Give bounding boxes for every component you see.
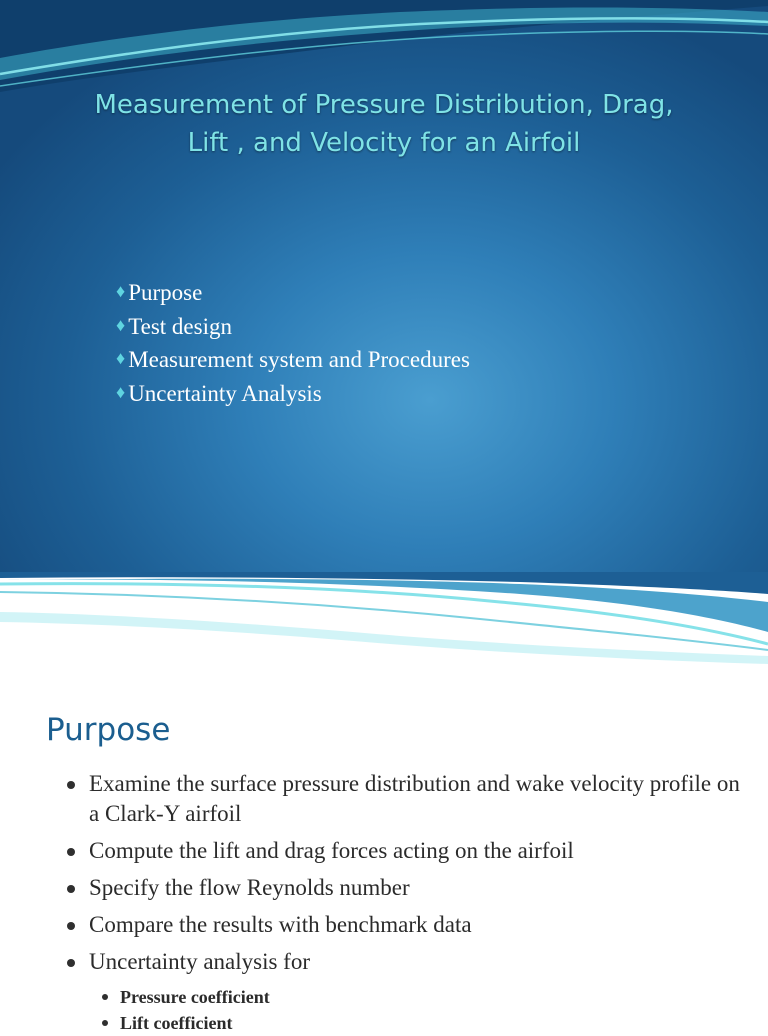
agenda-item-label: Test design xyxy=(128,313,232,339)
diamond-bullet-icon: ♦ xyxy=(116,314,126,335)
slide-heading: Purpose xyxy=(46,712,171,748)
list-item-text: Examine the surface pressure distribution and wake velocity profile on a Clark-Y airfoil xyxy=(89,771,740,826)
agenda-item xyxy=(116,343,470,377)
agenda-item xyxy=(116,310,470,344)
title-line-2: Lift , and Velocity for an Airfoil xyxy=(187,128,581,158)
sub-list xyxy=(102,984,270,1036)
list-item-text: Compare the results with benchmark data xyxy=(89,912,472,937)
diamond-bullet-icon: ♦ xyxy=(116,281,126,301)
agenda-item-label: Uncertainty Analysis xyxy=(128,380,322,406)
sub-list-item xyxy=(102,984,270,1010)
agenda-item xyxy=(116,276,470,310)
sub-list-item xyxy=(102,1010,270,1036)
list-item-text: Compute the lift and drag forces acting on the airfoil xyxy=(89,838,574,863)
bullet-dot-icon xyxy=(67,959,75,967)
sub-list-item-text: Pressure coefficient xyxy=(120,987,270,1007)
agenda-list xyxy=(116,276,470,410)
sub-list-item-text: Lift coefficient xyxy=(120,1013,233,1033)
purpose-list xyxy=(66,769,746,984)
list-item xyxy=(66,836,746,866)
bullet-dot-icon xyxy=(67,922,75,930)
list-item-text: Specify the flow Reynolds number xyxy=(89,875,410,900)
list-item xyxy=(66,769,746,829)
bullet-dot-icon xyxy=(102,1020,108,1026)
wave-divider xyxy=(0,572,768,672)
list-item xyxy=(66,910,746,940)
list-item-text: Uncertainty analysis for xyxy=(89,949,310,974)
diamond-bullet-icon: ♦ xyxy=(116,348,126,369)
bullet-dot-icon xyxy=(102,994,108,1000)
bullet-dot-icon xyxy=(67,781,75,789)
list-item xyxy=(66,873,746,903)
slide-title xyxy=(30,86,738,162)
purpose-slide xyxy=(0,672,768,1033)
bullet-dot-icon xyxy=(67,885,75,893)
list-item xyxy=(66,947,746,977)
agenda-item-label: Purpose xyxy=(128,280,203,305)
bullet-dot-icon xyxy=(67,848,75,856)
diamond-bullet-icon: ♦ xyxy=(116,381,126,402)
agenda-item xyxy=(116,377,470,411)
title-line-1: Measurement of Pressure Distribution, Drag, xyxy=(94,90,674,120)
agenda-item-label: Measurement system and Procedures xyxy=(128,347,470,373)
